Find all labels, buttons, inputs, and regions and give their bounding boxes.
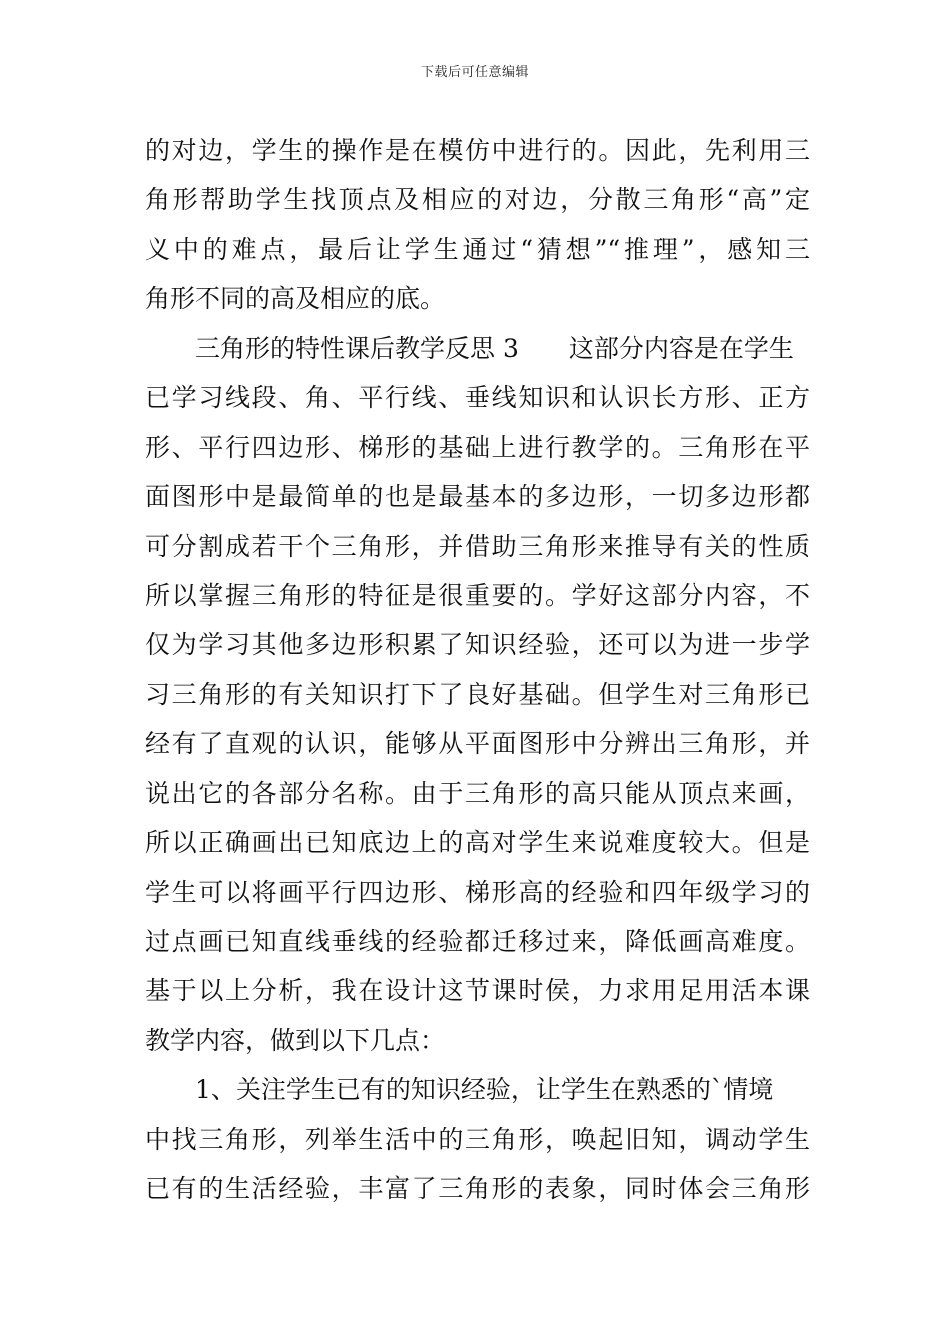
text-line: 学生可以将画平行四边形、梯形高的经验和四年级学习的 (145, 877, 810, 907)
document-body (145, 126, 810, 1214)
text-line: 经有了直观的认识，能够从平面图形中分辨出三角形，并 (145, 729, 810, 759)
text-line: 仅为学习其他多边形积累了知识经验，还可以为进一步学 (145, 630, 810, 660)
text-line: 已有的生活经验，丰富了三角形的表象，同时体会三角形 (145, 1174, 810, 1204)
text-line: 面图形中是最简单的也是最基本的多边形，一切多边形都 (145, 482, 810, 512)
text-line: 角形帮助学生找顶点及相应的对边，分散三角形“高”定 (145, 185, 810, 215)
text-line: 教学内容，做到以下几点： (145, 1025, 446, 1055)
text-line: 三角形的特性课后教学反思 3 这部分内容是在学生 (195, 333, 794, 363)
text-line: 可分割成若干个三角形，并借助三角形来推导有关的性质 (145, 531, 810, 561)
text-line: 说出它的各部分名称。由于三角形的高只能从顶点来画， (145, 778, 810, 808)
text-line: 角形不同的高及相应的底。 (145, 284, 446, 314)
page-header: 下载后可任意编辑 (420, 65, 529, 80)
text-line: 习三角形的有关知识打下了良好基础。但学生对三角形已 (145, 679, 810, 709)
text-line: 所以正确画出已知底边上的高对学生来说难度较大。但是 (145, 828, 810, 858)
text-line: 所以掌握三角形的特征是很重要的。学好这部分内容，不 (145, 580, 810, 610)
text-line: 已学习线段、角、平行线、垂线知识和认识长方形、正方 (145, 383, 810, 413)
text-line: 形、平行四边形、梯形的基础上进行教学的。三角形在平 (145, 432, 810, 462)
text-line: 1、关注学生已有的知识经验，让学生在熟悉的`情境 (195, 1075, 774, 1105)
text-line: 基于以上分析，我在设计这节课时侯，力求用足用活本课 (145, 976, 810, 1006)
text-line: 过点画已知直线垂线的经验都迁移过来，降低画高难度。 (145, 927, 810, 956)
text-line: 的对边，学生的操作是在模仿中进行的。因此，先利用三 (145, 136, 810, 165)
text-line: 义中的难点，最后让学生通过“猜想”“推理”，感知三 (145, 234, 810, 264)
text-line: 中找三角形，列举生活中的三角形，唤起旧知，调动学生 (145, 1124, 810, 1154)
